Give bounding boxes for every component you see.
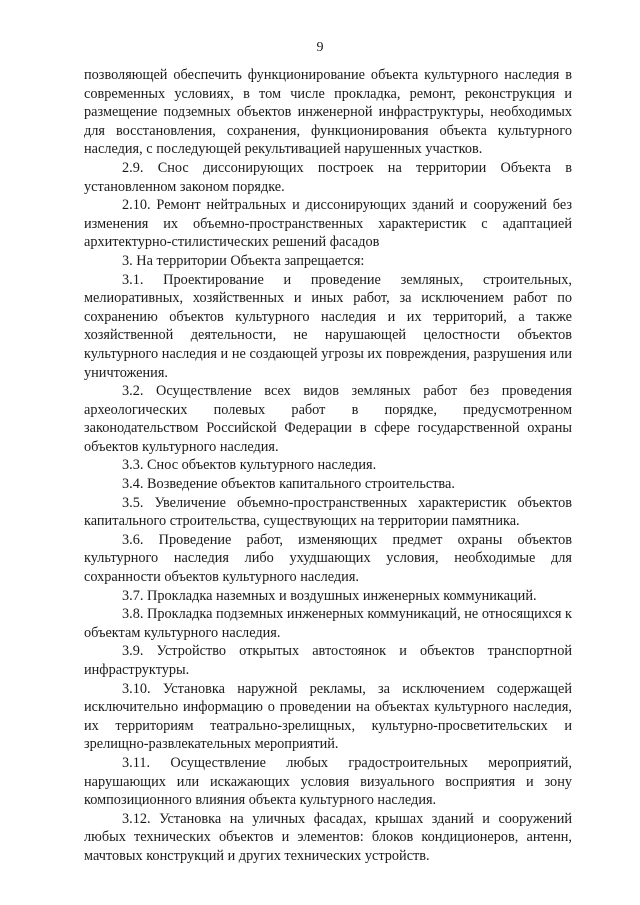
paragraph-continuation: позволяющей обеспечить функционирование объекта культурного наследия в современных условиях, в том числе прокладка, ремонт, реконструкция и размещение подземных объектов инженерной инфраструктуры, необходимых для восстановления, сохранения, функционирования объекта культурного наследия, с последующей рекультивацией нарушенных участков.: [84, 67, 572, 158]
paragraph-2-9: 2.9. Снос диссонирующих построек на территории Объекта в установленном законом порядке.: [84, 159, 572, 195]
paragraph-3-10: 3.10. Установка наружной рекламы, за исключением содержащей исключительно информацию о проведении на объектах культурного наследия, их территориям театрально-зрелищных, культурно-просветительских и зрелищно-развлекательных мероприятий.: [84, 680, 572, 753]
paragraph-3-12: 3.12. Установка на уличных фасадах, крышах зданий и сооружений любых технических объектов и элементов: блоков кондиционеров, антенн, мачтовых конструкций и других технических устройств.: [84, 810, 572, 864]
paragraph-3-heading: 3. На территории Объекта запрещается:: [122, 252, 365, 269]
page-number: 9: [316, 40, 324, 55]
paragraph-2-10: 2.10. Ремонт нейтральных и диссонирующих зданий и сооружений без изменения их объемно-пространственных характеристик с адаптацией архитектурно-стилистических решений фасадов: [84, 197, 572, 251]
paragraph-3-11: 3.11. Осуществление любых градостроительных мероприятий, нарушающих или искажающих условия визуального восприятия и зону композиционного влияния объекта культурного наследия.: [84, 754, 572, 809]
paragraph-3-8: 3.8. Прокладка подземных инженерных коммуникаций, не относящихся к объектам культурного наследия.: [84, 606, 572, 641]
paragraph-3-3: 3.3. Снос объектов культурного наследия.: [122, 457, 377, 474]
document-body: [84, 66, 572, 866]
paragraph-3-7: 3.7. Прокладка наземных и воздушных инженерных коммуникаций.: [122, 587, 537, 604]
paragraph-3-9: 3.9. Устройство открытых автостоянок и объектов транспортной инфраструктуры.: [84, 643, 572, 678]
paragraph-3-6: 3.6. Проведение работ, изменяющих предмет охраны объектов культурного наследия либо ухудшающих условия, необходимые для сохранности объектов культурного наследия.: [84, 531, 572, 586]
paragraph-3-5: 3.5. Увеличение объемно-пространственных характеристик объектов капитального строительства, существующих на территории памятника.: [84, 494, 572, 530]
paragraph-3-4: 3.4. Возведение объектов капитального строительства.: [122, 476, 455, 493]
paragraph-3-1: 3.1. Проектирование и проведение земляных, строительных, мелиоративных, хозяйственных и иных работ, за исключением работ по сохранению объектов культурного наследия и их территорий, а также хозяйственной деятельности, не нарушающей целостности объектов культурного наследия и не создающей угрозы их повреждения, разрушения или уничтожения.: [84, 271, 572, 381]
paragraph-3-2: 3.2. Осуществление всех видов земляных работ без проведения археологических полевых работ в порядке, предусмотренном законодательством Российской Федерации в сфере государственной охраны объектов культурного наследия.: [84, 383, 572, 455]
